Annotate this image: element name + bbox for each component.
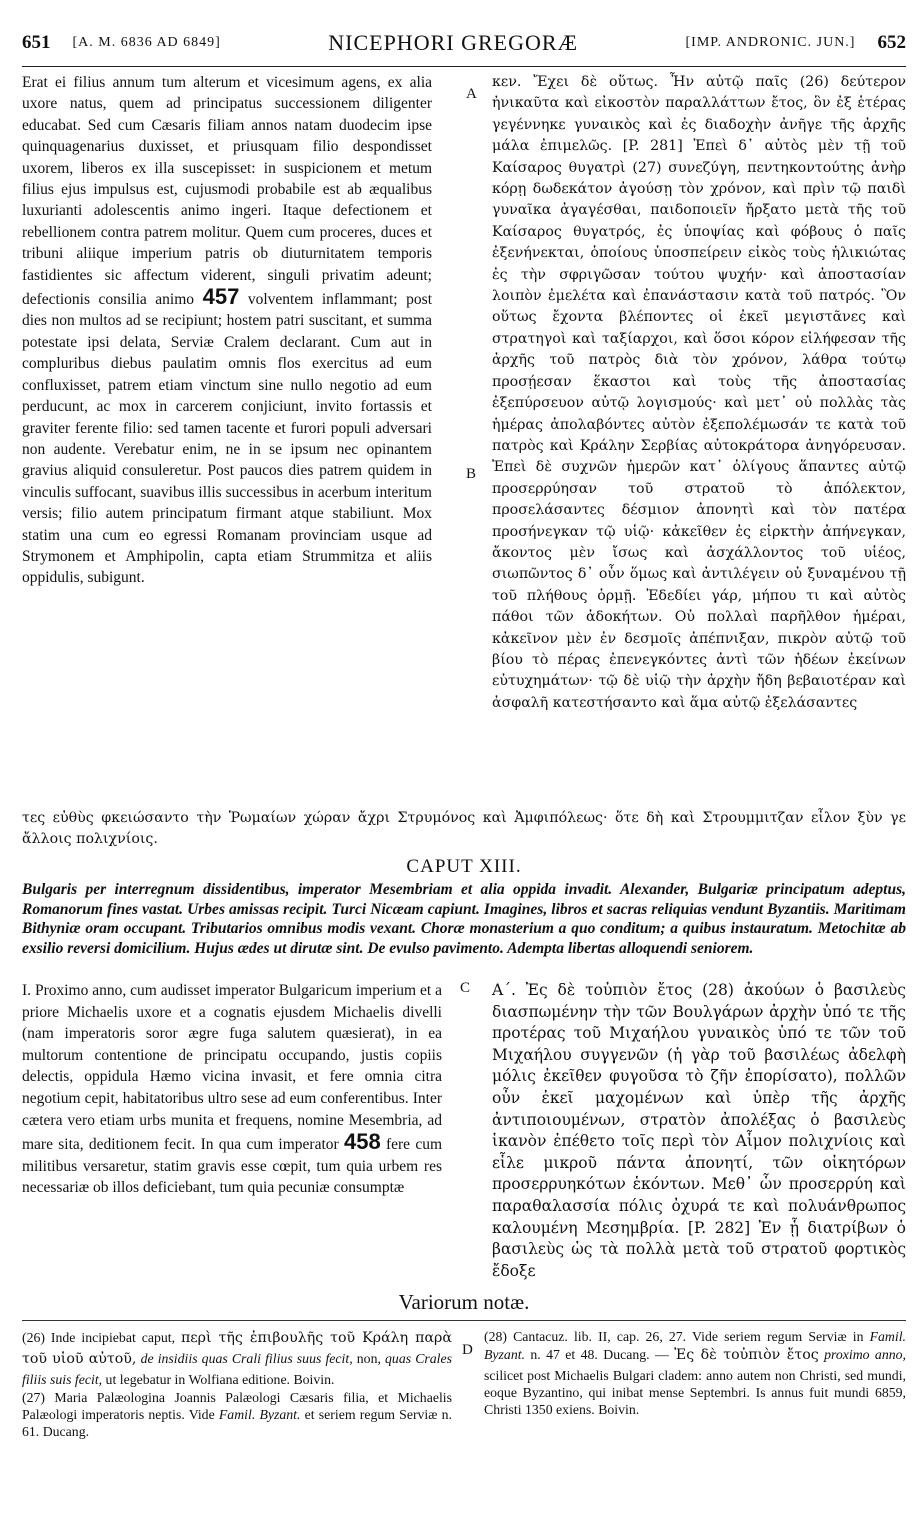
note-28-italic: Famil. Byzant. <box>484 1329 906 1363</box>
notes-left-column <box>22 1328 452 1442</box>
left-date-bracket: [A. M. 6836 AD 6849] <box>72 35 221 50</box>
note-26-greek: περὶ τῆς ἐπιβουλῆς τοῦ Κράλη παρὰ τοῦ υἱοῦ αὐτοῦ, <box>22 1330 452 1368</box>
greek-paragraph-2: Α΄. Ἐς δὲ τοὐπιὸν ἔτος (28) ἀκούων ὁ βασιλεὺς διασπωμένην τὴν τῶν Βουλγάρων ἀρχὴν ὑπό τε τῆς προτέρας τοῦ Μιχαήλου γυναικὸς ὑπό τε τῶν τοῦ Μιχαήλου συγγενῶν (ἡ γὰρ τοῦ βασιλέως ἀδελφὴ μόλις ἐκεῖθεν φυγοῦσα τὸ ζῆν ἐπορίσατο), πολλῶν οὖν ἐκεῖ μαχομένων καὶ ὑπὲρ τῆς ἀρχῆς ἀντιποιουμένων, στρατὸν ἀπολέξας ὁ βασιλεὺς ἱκανὸν ἐπέθετο τοῖς περὶ τὸν Αἷμον πολιχνίοις καὶ εἷλε μικροῦ πάντα ἀπονητί, τῶν οἰκητόρων προσερρυηκότων ἑκόντων. Μεθ᾽ ὧν προσερρύη καὶ παραθαλασσία πόλις ὀχυρά τε καὶ πολυάνθρωπος καλουμένη Μεσημβρία. [P. 282] Ἐν ᾗ διατρίβων ὁ βασιλεὺς ὡς τὰ πολλὰ μετὰ τοῦ στρατοῦ φορτικὸς ἔδοξε <box>492 981 906 1280</box>
section-marker-b: B <box>466 466 477 482</box>
latin-column-bottom <box>22 980 442 1199</box>
note-28-greek: Ἐς δὲ τοὐπιὸν ἔτος <box>674 1347 819 1364</box>
chapter-summary: Bulgaris per interregnum dissidentibus, imperator Mesembriam et alia oppida invadit. Alexander, Bulgariæ principatum adeptus, Romanorum fines vastat. Urbes amissas recipit. Turci Nicæam capiunt. Imagines, libros et sacras reliquias vendunt Byzantiis. Maritimam Bithyniæ oram occupant. Tributarios omnibus modis vexant. Choræ monasterium a quo conditum; a quibus instauratum. Metochitæ ab exsilio reversi domicilium. Hujus ædes ut dirutæ sint. De evulso pavimento. Adempta libertas alloquendi seniorem. <box>22 881 906 957</box>
note-28-prefix: (28) Cantacuz. lib. II, cap. 26, 27. Vide seriem regum Serviæ in <box>484 1329 870 1344</box>
note-26-italic: de insidiis quas Crali filius suus fecit, <box>136 1351 353 1367</box>
page <box>22 20 906 1525</box>
notes-divider <box>22 1320 906 1321</box>
running-title: NICEPHORI GREGORÆ <box>328 30 579 55</box>
right-page-number: 652 <box>877 32 906 53</box>
chapter-heading: CAPUT XIII. <box>406 856 522 877</box>
section-marker-c: C <box>460 980 471 996</box>
left-page-number: 651 <box>22 32 51 53</box>
note-28 <box>484 1328 906 1418</box>
note-26 <box>22 1328 452 1388</box>
greek-column-top <box>492 72 906 714</box>
greek-continuation-line: τες εὐθὺς φκειώσαντο τὴν Ῥωμαίων χώραν ἄχρι Στρυμόνος καὶ Ἀμφιπόλεως· ὅτε δὴ καὶ Στρουμμιτζαν εἶλον ξὺν γε ἄλλοις πολιχνίοις. <box>22 810 906 847</box>
note-27-italic: Famil. Byzant. <box>218 1407 301 1423</box>
latin-paragraph <box>22 72 432 589</box>
note-28-suffix: scilicet post Michaelis Bulgari cladem: anno autem non Christi, sed mundi, eoque Byzantino, qui inibat mense Septembri. Is annus fuit mundi 6859, Christi 1350 exiens. Boivin. <box>484 1367 906 1418</box>
note-28-italic-2: proximo anno, <box>818 1347 906 1363</box>
section-marker-a: A <box>466 86 477 102</box>
margin-number-458: 458 <box>343 1129 381 1155</box>
section-marker-d: D <box>462 1342 473 1358</box>
right-reign-bracket: [IMP. ANDRONIC. JUN.] <box>685 35 856 50</box>
note-28-mid: n. 47 et 48. Ducang. — <box>525 1347 675 1363</box>
latin-text-after-457: volventem inflammant; post dies non multos ad se recipiunt; hostem patri suscitant, et summa potestate ipsi delata, Serviæ Cralem declarant. Cum aut in compluribus diebus paulatim omnis flos exercitus ad eum confluxisset, patrem etiam vinctum sine nullo negotio ad eum perducunt, ac mox in carcerem conjiciunt, invito fortassis et graviter ferente filio: sed tamen tacente et furori populi adversari non audente. Verebatur enim, ne in se ipsum nec opinantem gravius aliquid consuleretur. Post paucos dies patrem quidem in vinculis suffocant, suavibus illis successibus in acerbum interitum versis; filio autem principatum firmant atque stabiliunt. Mox statim una cum eo egressi Romanam provinciam usque ad Strymonem et Amphipolin, capta etiam Strummitza et aliis oppidulis, subigunt. <box>22 291 432 587</box>
greek-column-bottom <box>492 980 906 1282</box>
note-26-prefix: (26) Inde incipiebat caput, <box>22 1330 181 1345</box>
note-26-suffix: ut legebatur in Wolfiana editione. Boivin. <box>102 1371 335 1387</box>
latin-text-after-458: fere cum militibus versaretur, statim gravis esse cœpit, tum quia urbem res necessariæ ob illos deficiebant, tum quia pecuniæ consumptæ <box>22 1136 443 1197</box>
latin-paragraph-2 <box>22 980 442 1199</box>
note-27 <box>22 1389 452 1441</box>
note-27-suffix: et seriem regum Serviæ n. 61. Ducang. <box>22 1407 452 1440</box>
note-26-italic-2: quas Crales filiis suis fecit, <box>22 1351 453 1387</box>
note-26-mid: non, <box>352 1351 386 1367</box>
latin-column-top <box>22 72 432 589</box>
notes-right-column <box>484 1328 906 1419</box>
latin-text-before-458: I. Proximo anno, cum audisset imperator Bulgaricum imperium et a priore Michaelis uxore et a cognatis ejusdem Michaelis divelli (nam imperatoris soror ægre fuga salutem quæsierat), in ea multorum contentione de principatu occupando, justis copiis delectis, oppidula Hæmo vicina invasit, et fere omnia citra negotium cepit, habitatoribus ultro sese ad eum conferentibus. Inter cætera vero etiam urbs munita et frequens, nomine Mesembria, ad mare sita, deditionem fecit. In qua cum imperator <box>22 982 442 1154</box>
header-left <box>22 32 221 54</box>
margin-number-457: 457 <box>202 284 240 310</box>
running-header <box>22 20 906 67</box>
note-27-prefix: (27) Maria Palæologina Joannis Palæologi Cæsaris filia, et Michaelis Palæologi imperatoris neptis. Vide <box>22 1390 452 1423</box>
latin-text-before-457: Erat ei filius annum tum alterum et vicesimum agens, ex alia uxore natus, quem ad principatus successionem diligenter educabat. Sed cum Cæsaris filiam annos natam duodecim ipse quinquagenarius duxisset, et priusquam filio despondisset uxorem, liberos ex illa suscepisset: in suspicionem et metum filius ejus impulsus est, cujusmodi probabile est ab æqualibus luxurianti adolescentis animo ingeri. Itaque defectionem et rebellionem contra patrem molitur. Quem cum proceres, duces et tribuni aliique imperium patris ob diuturnitatem temporis fastidientes sic affectum viderent, singuli privatim adeunt; defectionis consilia animo <box>22 74 432 309</box>
greek-paragraph: κεν. Ἔχει δὲ οὕτως. Ἦν αὐτῷ παῖς (26) δεύτερον ἠνικαῦτα καὶ εἰκοστὸν παραλλάττων ἔτος, ὃν ἐξ ἑτέρας γεγέννηκε γυναικὸς καὶ ἐς διαδοχὴν ἀνῆγε τῆς ἀρχῆς μάλα ἐπιμελῶς. [P. 281] Ἐπεὶ δ᾽ αὐτὸς μὲν τῇ τοῦ Καίσαρος θυγατρὶ (27) συνεζύγη, πεντηκοντούτης ἀνὴρ κόρῃ δωδεκάτον ἀγούσῃ τὸν χρόνον, καὶ πρὶν τῷ παιδὶ γυναῖκα ἀγαγέσθαι, παιδοποιεῖν ἤρξατο μετὰ τῆς τοῦ Καίσαρος θυγατρός, ἐς ὑποψίας καὶ φόβους ὁ παῖς ἐξενήνεκται, ὁποίους ὑποσπείρειν εἰκὸς τοὺς ἡλικιώτας ἐς τὴν σφριγῶσαν τούτου ψυχήν· καὶ ἀποστασίαν λοιπὸν ἐμελέτα καὶ ἐπανάστασιν κατὰ τοῦ πατρός. Ὃν οὕτως ἔχοντα βλέποντες οἱ ἐκεῖ μεγιστᾶνες καὶ στρατηγοὶ καὶ ταξίαρχοι, καὶ ὅσοι κόρον εἰλήφεσαν τῆς ἀρχῆς τοῦ πατρὸς διὰ τὸν χρόνον, λάθρα τούτῳ προσῄεσαν ἕκαστοι καὶ τοὺς τῆς ἀποστασίας ἐξεπύρσευον αὐτῷ λογισμούς· καὶ μετ᾽ οὐ πολλὰς τὰς ἡμέρας ἀπολαβόντες αὐτὸν ἐξεπολέμωσάν τε κατὰ τοῦ πατρὸς καὶ Κράλην Σερβίας αὐτοκράτορα ἀνηγόρευσαν. Ἐπεὶ δὲ συχνῶν ἡμερῶν κατ᾽ ὀλίγους ἅπαντες αὐτῷ προσερρύησαν τοῦ στρατοῦ τὸ ἀπόλεκτον, προσελάσαντες δέσμιον ἀπονητὶ καὶ τὸν πατέρα προσήνεγκαν τῷ υἱῷ· κἀκεῖθεν ἐς εἱρκτὴν ἀπήνεγκαν, ἄκοντος μὲν ἴσως καὶ ἀσχάλλοντος τοῦ υἱέος, σιωπῶντος δ᾽ οὖν ὅμως καὶ ἀντιλέγειν οὐ ξυναμένου τῇ τοῦ πλήθους ὁρμῇ. Ἐδεδίει γάρ, μήπου τι καὶ αὐτὸς πάθοι τῶν ἀδοκήτων. Οὐ πολλαὶ παρῆλθον ἡμέραι, κἀκεῖνον μὲν ἐν δεσμοῖς ἀπέπνιξαν, πικρὸν αὐτῷ τοῦ βίου τὸ πέρας ἐπενεγκόντες ἀντὶ τῶν ἡδέων ἐκείνων εὐτυχημάτων· τῷ δὲ υἱῷ τὴν ἀρχὴν ἤδη βεβαιοτέραν καὶ ἀσφαλῆ κατεστήσαντο καὶ ἅμα αὐτῷ ἐξελάσαντες <box>492 74 906 711</box>
header-right <box>686 32 906 54</box>
notes-heading: Variorum notæ. <box>398 1290 530 1314</box>
